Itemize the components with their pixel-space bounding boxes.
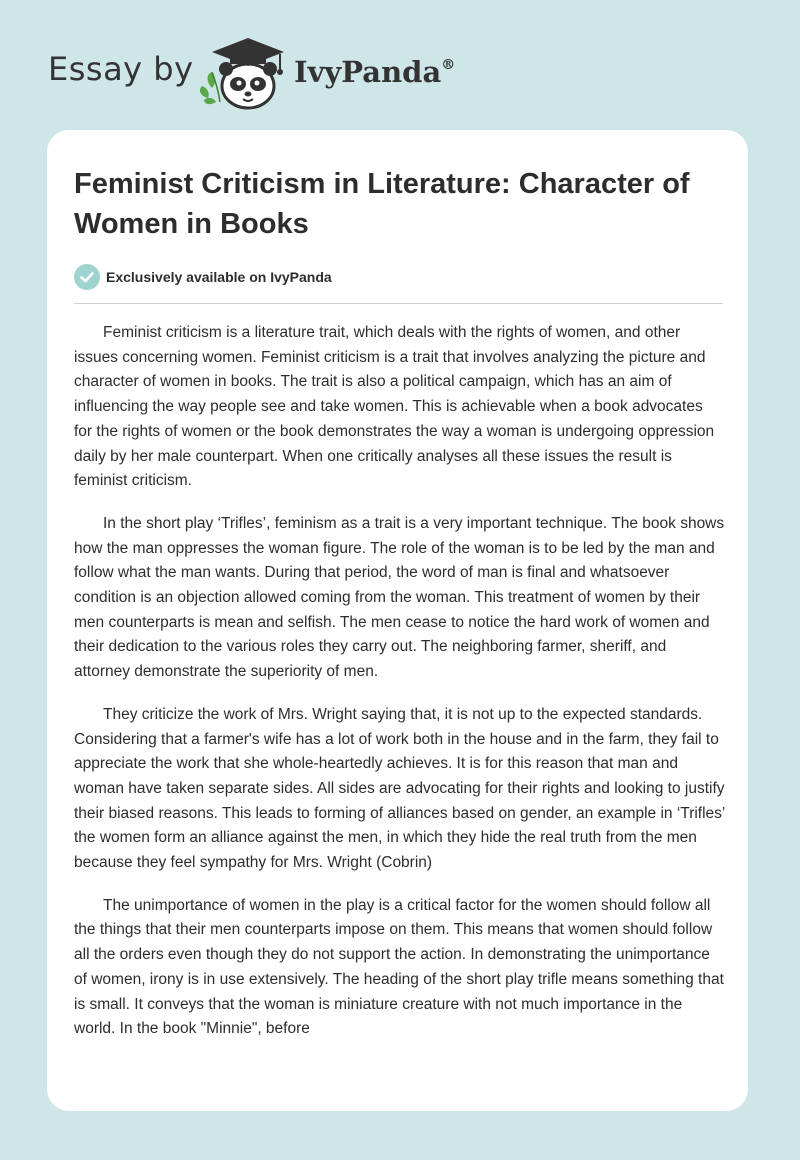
page-title: Feminist Criticism in Literature: Character of Women in Books — [74, 168, 690, 240]
exclusive-badge — [74, 264, 332, 290]
registered-mark: ® — [441, 57, 456, 73]
brand-name[interactable] — [294, 55, 455, 89]
site-header — [0, 0, 800, 130]
check-circle-icon — [74, 264, 100, 290]
paragraph: Feminist criticism is a literature trait, which deals with the rights of women, and other issues concerning women. Feminist criticism is a trait that involves analyzing the picture and character of women in books. The trait is also a political campaign, which has an aim of influencing the way people see and take women. This is achievable when a book advocates for the rights of women or the book demonstrates the way a woman is undergoing oppression daily by her male counterpart. When one critically analyses all these issues the result is feminist criticism. — [74, 324, 715, 490]
brand-name-text: IvyPanda — [294, 55, 442, 89]
essay-card — [47, 130, 748, 1111]
paragraph: They criticize the work of Mrs. Wright saying that, it is not up to the expected standards. Considering that a farmer's wife has a lot of work both in the house and in the farm, they fail to appreciate the work that she whole-heartedly achieves. It is for this reason that man and woman have taken separate sides. All sides are advocating for their rights and looking to justify their biased reasons. This leads to forming of alliances based on gender, an example in ‘Trifles’ the women form an alliance against the men, in which they hide the real truth from the men because they feel sympathy for Mrs. Wright (Cobrin) — [74, 705, 725, 872]
essay-body — [74, 321, 725, 1060]
divider — [74, 303, 723, 304]
brand-prefix: Essay by — [48, 50, 194, 88]
paragraph: The unimportance of women in the play is a critical factor for the women should follow all the things that their men counterparts impose on them. This means that women should follow all the orders even though they do not support the action. In demonstrating the unimportance of women, irony is in use extensively. The heading of the short play trifle means something that is small. It conveys that the woman is miniature creature with not much importance in the world. In the book "Minnie", before — [74, 896, 724, 1038]
paragraph: In the short play ‘Trifles’, feminism as a trait is a very important technique. The book shows how the man oppresses the woman figure. The role of the woman is to be led by the man and follow what the man wants. During that period, the word of man is final and whatsoever condition is an objection allowed coming from the woman. This treatment of women by their men counterparts is mean and selfish. The men cease to notice the hard work of women and their dedication to the various roles they carry out. The neighboring farmer, sheriff, and attorney demonstrate the superiority of men. — [74, 514, 725, 681]
panda-logo-icon[interactable] — [198, 36, 294, 110]
exclusive-label: Exclusively available on IvyPanda — [106, 269, 332, 285]
